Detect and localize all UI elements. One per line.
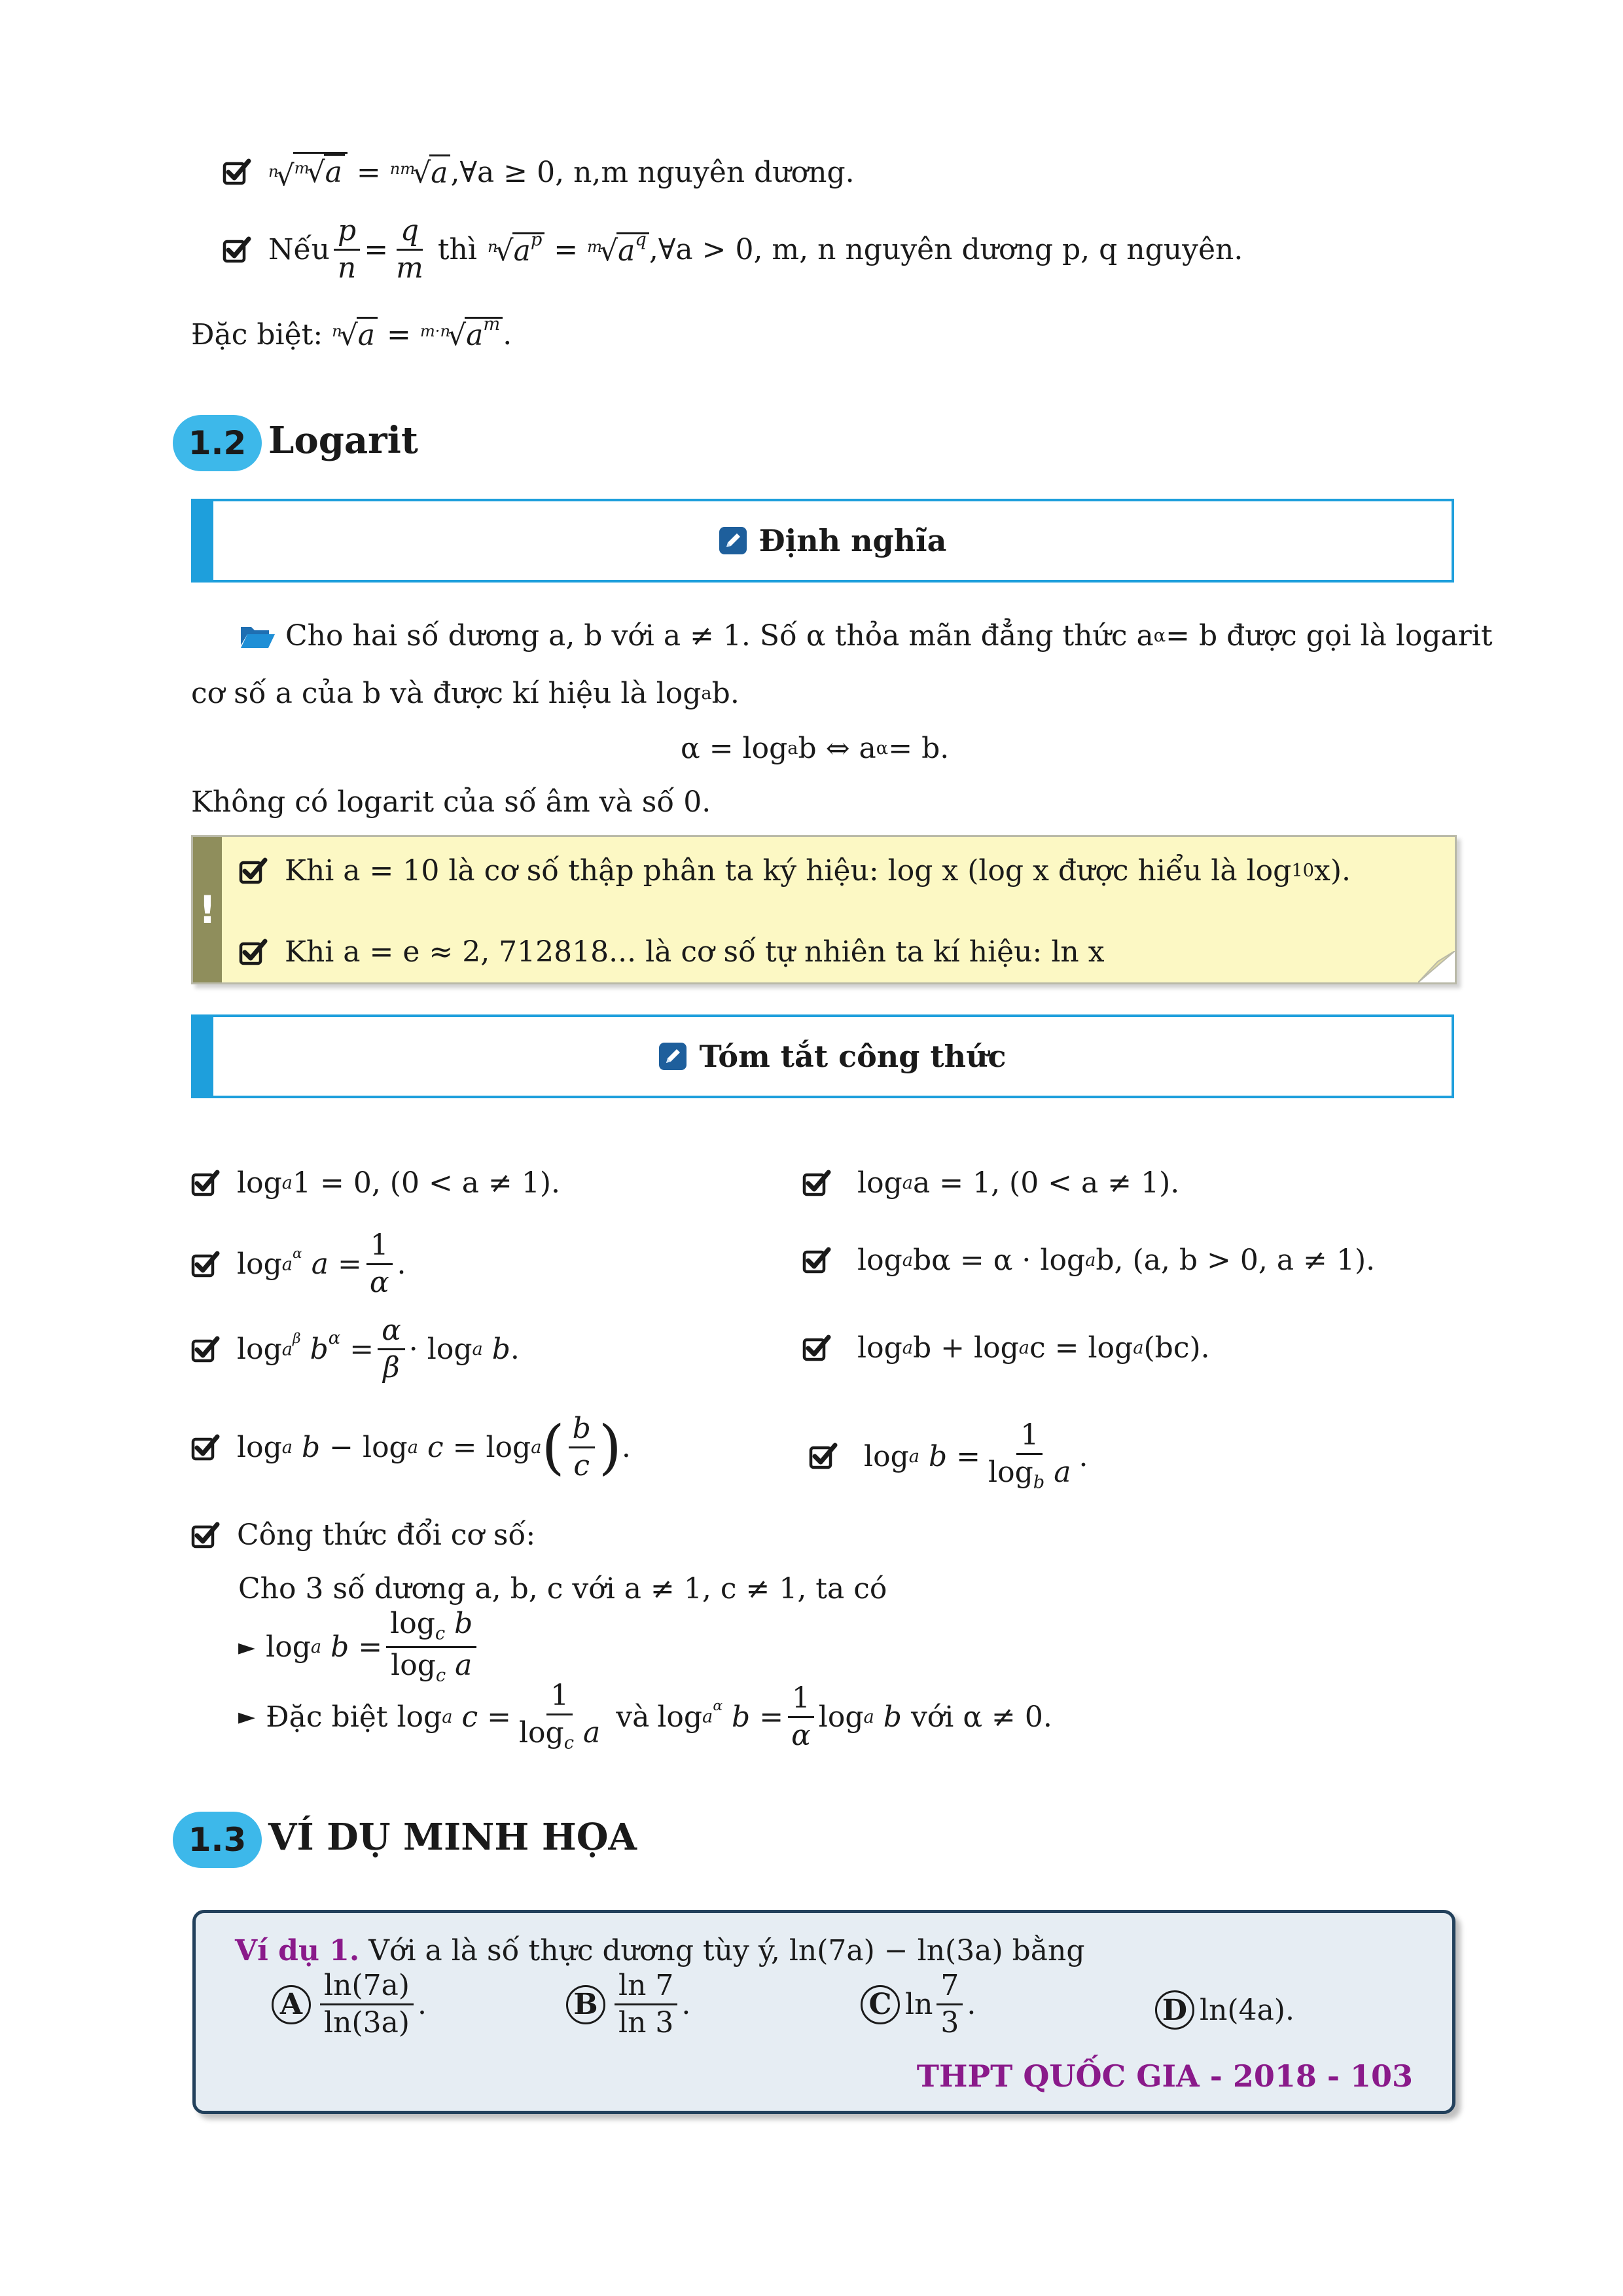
checkbox-icon	[191, 1521, 220, 1550]
option-letter: D	[1155, 1990, 1194, 2030]
note-box	[191, 835, 1457, 984]
if-word: Nếu	[268, 233, 330, 267]
definition-line-1: Cho hai số dương a, b với a ≠ 1. Số α thỏa mãn đẳng thức a α = b được gọi là logarit	[240, 619, 1493, 653]
summary-header-box	[191, 1014, 1454, 1098]
rule-root-equal-tail: ∀a > 0, m, n nguyên dương p, q nguyên.	[658, 233, 1243, 267]
checkbox-icon	[191, 1250, 220, 1279]
definition-title: Định nghĩa	[758, 523, 947, 558]
option-c[interactable]: C ln $\frac{7}{3}$ .	[861, 1971, 976, 2038]
example-question-line	[235, 1934, 1085, 1967]
checkbox-icon	[191, 1169, 220, 1198]
summary-title: Tóm tắt công thức	[699, 1039, 1007, 1074]
checkbox-icon	[239, 938, 268, 967]
example-question: Với a là số thực dương tùy ý, ln(7a) − ln(3a) bằng	[368, 1934, 1085, 1967]
formula-log-power-both: log $a^\beta$ $b^\alpha$ = $\frac{\alpha}{\beta}$ · log a b .	[191, 1316, 520, 1383]
no-log-text: Không có logarit của số âm và số 0.	[191, 785, 711, 819]
definition-header-box	[191, 499, 1454, 583]
special-label: Đặc biệt:	[191, 317, 323, 351]
rule-nested-root-tail: ∀a ≥ 0, n,m nguyên dương.	[459, 155, 855, 189]
checkbox-icon	[802, 1334, 831, 1363]
checkbox-icon	[223, 158, 251, 187]
checkbox-icon	[809, 1442, 838, 1471]
section-title: VÍ DỤ MINH HỌA	[268, 1816, 637, 1859]
formula-log-difference: log a b − log a c = log a ( $\frac{b}{c}$ ) .	[191, 1414, 631, 1481]
checkbox-icon	[223, 236, 251, 264]
option-letter: C	[861, 1985, 900, 2024]
pencil-icon	[719, 526, 747, 555]
option-a[interactable]: A $\frac{\ln(7a)}{\ln(3a)}$ .	[272, 1971, 427, 2038]
formula-log-1: log a 1 = 0, (0 < a ≠ 1).	[191, 1166, 560, 1200]
change-base-formula: ► log a b = $\frac{\log_c b}{\log_c a}$	[238, 1609, 480, 1685]
option-d[interactable]: D ln(4a).	[1155, 1990, 1294, 2030]
section-number: 1.3	[173, 1812, 262, 1868]
example-label: Ví dụ 1.	[235, 1934, 360, 1967]
option-letter: B	[566, 1985, 605, 2024]
page-curl-icon	[1418, 951, 1455, 982]
definition-formula: α = log a b ⇔ a α = b.	[681, 732, 950, 765]
example-source: THPT QUỐC GIA - 2018 - 103	[916, 2058, 1413, 2094]
change-base-intro: Cho 3 số dương a, b, c với a ≠ 1, c ≠ 1, ta có	[238, 1572, 887, 1605]
then-word: thì	[437, 233, 477, 267]
formula-log-power-base: log $a^\alpha$ a = $\frac{1}{\alpha}$ .	[191, 1230, 406, 1298]
checkbox-icon	[802, 1169, 831, 1198]
exclamation-mark: !	[193, 837, 222, 982]
special-root: Đặc biệt: n √ a = m·n √ $a^m$ .	[191, 314, 512, 352]
definition-line-2: cơ số a của b và được kí hiệu là log a b.	[191, 677, 740, 710]
note-line-2: Khi a = e ≈ 2, 712818... là cơ số tự nhiên ta kí hiệu: ln x	[239, 935, 1105, 969]
change-base-title: Công thức đổi cơ số:	[237, 1518, 536, 1552]
section-title: Logarit	[268, 419, 418, 462]
open-folder-icon	[240, 622, 276, 651]
pencil-icon	[658, 1042, 687, 1071]
formula-log-power-arg: log a bα = α · log a b, (a, b > 0, a ≠ 1).	[802, 1244, 1375, 1277]
change-base-title-line	[191, 1518, 535, 1552]
checkbox-icon	[191, 1433, 220, 1462]
rule-root-equal: Nếu $\frac{p}{n}$ = $\frac{q}{m}$ thì n √ $a^p$ = m √ $a^q$ , ∀a > 0, m, n nguyên dương p, q nguyên.	[223, 216, 1243, 283]
formula-log-base: log a a = 1, (0 < a ≠ 1).	[802, 1166, 1179, 1200]
checkbox-icon	[802, 1246, 831, 1275]
change-base-special: ► Đặc biệt log a c = $\frac{1}{\log_c a}$ và log $a^\alpha$ b = $\frac{1}{\alpha}$ log a b với α ≠ 0.	[238, 1679, 1052, 1753]
option-letter: A	[272, 1985, 311, 2024]
rule-nested-root: n √ m √ a = nm √ a , ∀a ≥ 0, n,m nguyên dương.	[223, 152, 855, 192]
example-box	[192, 1910, 1455, 2114]
section-number: 1.2	[173, 415, 262, 471]
checkbox-icon	[191, 1335, 220, 1364]
checkbox-icon	[239, 857, 268, 886]
formula-log-reciprocal: log a b = $\frac{1}{\log_b a}$ .	[809, 1420, 1088, 1492]
formula-log-sum: log a b + log a c = log a (bc).	[802, 1331, 1210, 1365]
note-line-1: Khi a = 10 là cơ số thập phân ta ký hiệu: log x (log x được hiểu là log 10 x).	[239, 854, 1351, 888]
option-b[interactable]: B $\frac{\ln 7}{\ln 3}$ .	[566, 1971, 690, 2038]
